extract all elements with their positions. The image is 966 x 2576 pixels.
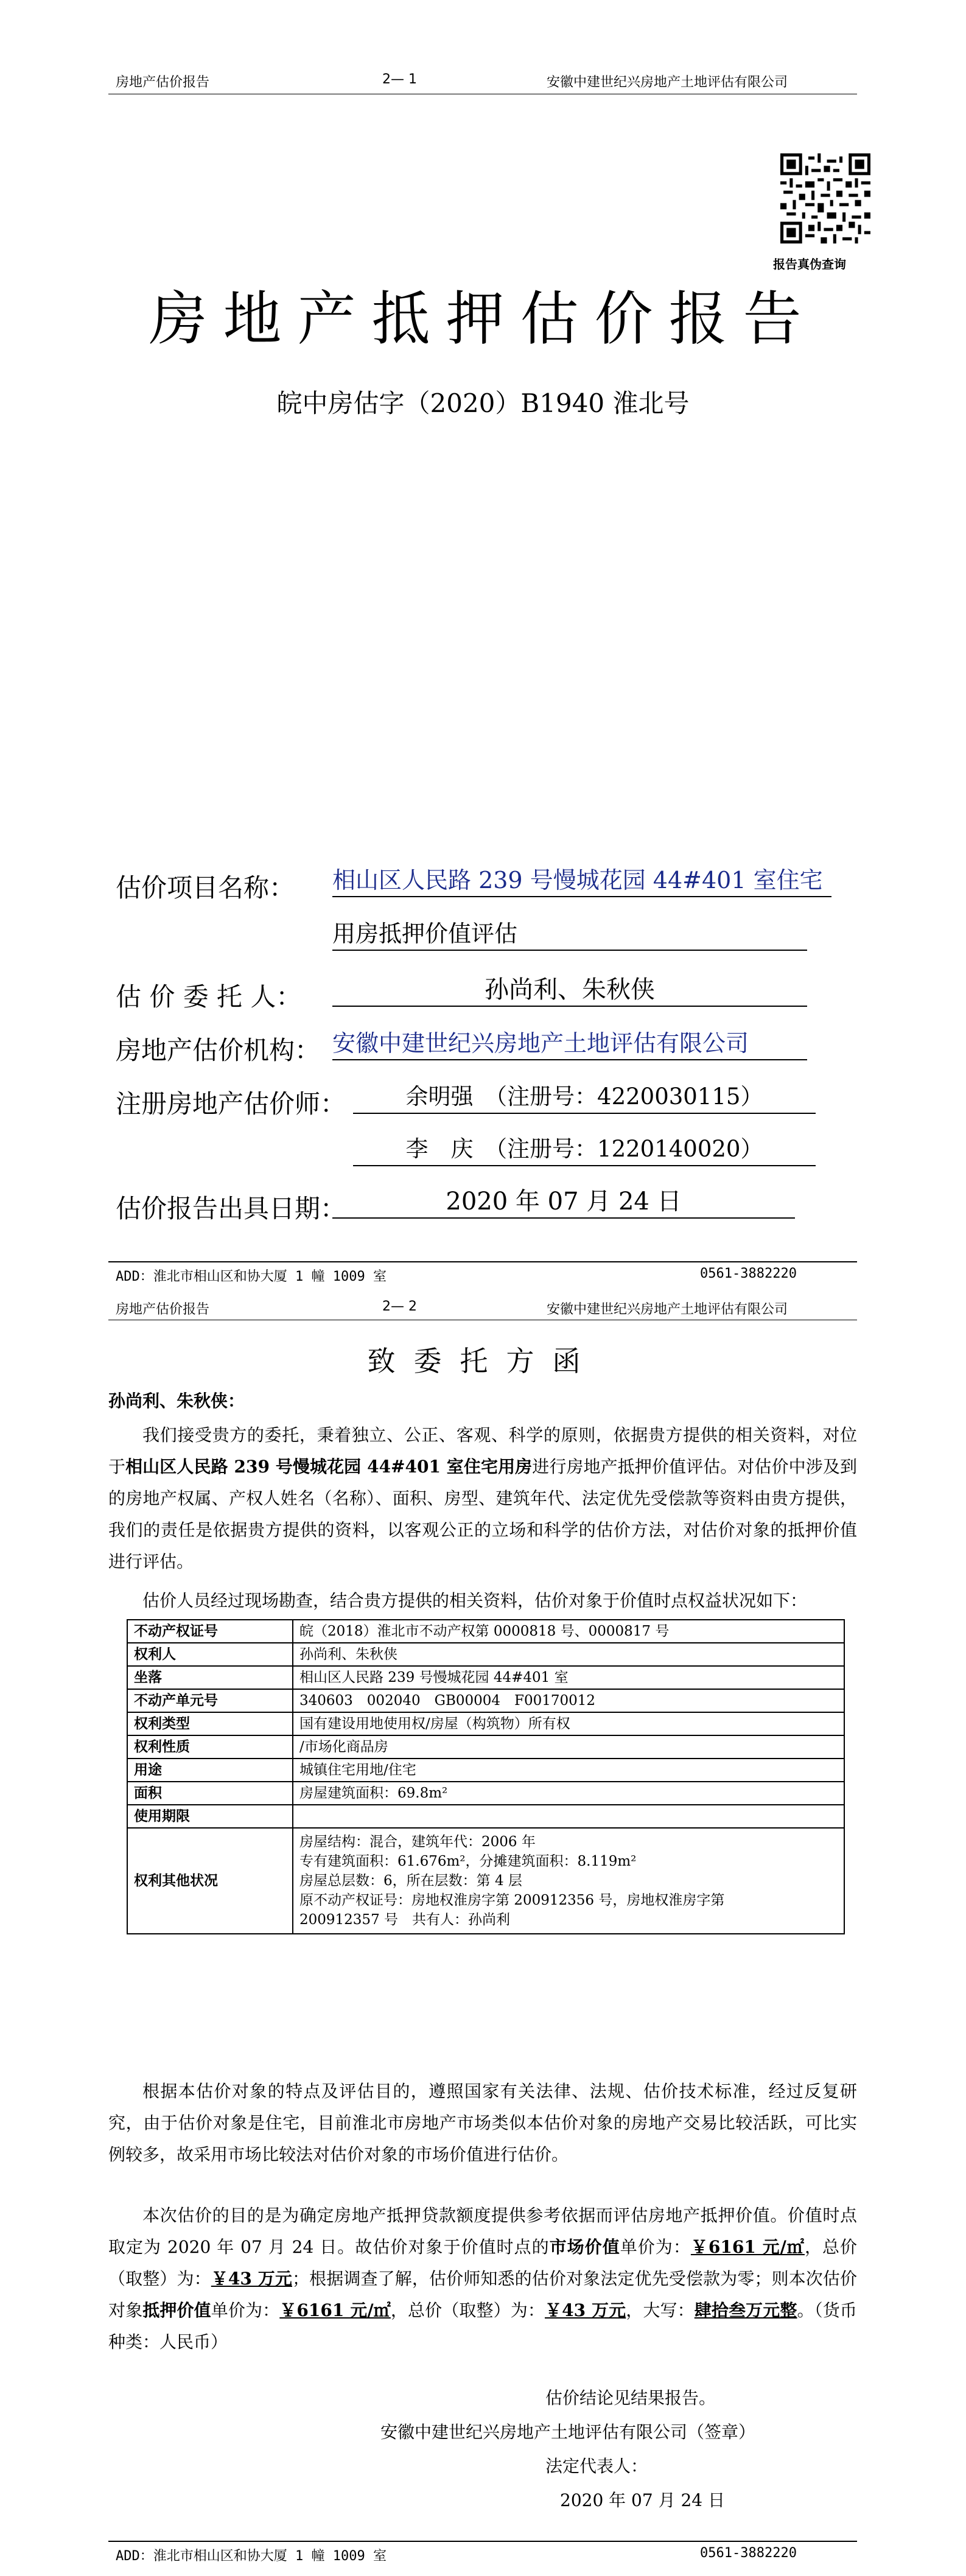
- p4-amount-in-words: 肆拾叁万元整: [694, 2300, 797, 2320]
- project-name-label: 估价项目名称：: [116, 873, 295, 903]
- rights-table-key: 坐落: [127, 1666, 293, 1689]
- closing-date: 2020 年 07 月 24 日: [560, 2490, 726, 2510]
- rights-table-value: 房屋建筑面积：69.8m²: [293, 1782, 844, 1805]
- rights-table-value: 孙尚利、朱秋侠: [293, 1643, 844, 1666]
- rights-table-value: 城镇住宅用地/住宅: [293, 1759, 844, 1782]
- report-title: 房地产抵押估价报告: [149, 285, 817, 353]
- rights-table-row: [127, 1782, 844, 1805]
- rights-table-key: 使用期限: [127, 1805, 293, 1828]
- p4-market-unit-price: ￥6161 元/㎡: [690, 2237, 805, 2257]
- rights-table-row: [127, 1712, 844, 1735]
- paragraph-1-property: 相山区人民路 239 号慢城花园 44#401 室住宅用房: [125, 1457, 533, 1477]
- rights-table-key: 权利人: [127, 1643, 293, 1666]
- page1-header-right: 安徽中建世纪兴房地产土地评估有限公司: [547, 75, 788, 90]
- p4-text-e: ；根据调查了解，估价师知悉的估价对象法定优先受偿款为零；则本次估价对象: [108, 2269, 857, 2320]
- agency-value: 安徽中建世纪兴房地产土地评估有限公司: [332, 1027, 807, 1060]
- document-number: 皖中房估字（2020）B1940 淮北号: [276, 388, 690, 418]
- rights-table-row: [127, 1805, 844, 1828]
- rights-table-key: 权利类型: [127, 1712, 293, 1735]
- rights-table-row: [127, 1735, 844, 1759]
- qr-code-icon[interactable]: [780, 153, 870, 243]
- p4-market-total: ￥43 万元: [211, 2269, 292, 2289]
- paragraph-3: 根据本估价对象的特点及评估目的，遵照国家有关法律、法规、估价技术标准，经过反复研究，由于估价对象是住宅，目前淮北市房地产市场类似本估价对象的房地产交易比较活跃，可比实例较多，故采用市场比较法对估价对象的市场价值进行估价。: [108, 2081, 857, 2165]
- p4-text-a: 本次估价的目的是为确定房地产抵押贷款额度提供参考依据而评估房地产抵押价值。价值时点取定为 2020 年 07 月 24 日。故估价对象于价值时点的: [108, 2205, 857, 2257]
- project-name-value-line2: 用房抵押价值评估: [332, 918, 807, 951]
- rights-table-other-value: [293, 1828, 844, 1934]
- rights-table-row: [127, 1689, 844, 1712]
- p4-text-h: ，大写：: [626, 2300, 695, 2320]
- page2-header-right: 安徽中建世纪兴房地产土地评估有限公司: [547, 1302, 788, 1317]
- appraiser-2: 李 庆 （注册号：1220140020）: [353, 1133, 816, 1166]
- paragraph-1-text-b: 进行房地产抵押价值评估。对估价中涉及到的房地产权属、产权人姓名（名称）、面积、房型、建筑年代、法定优先受偿款等资料由贵方提供，我们的责任是依据贵方提供的资料，以客观公正的立场和科学的估价方法，对估价对象的抵押价值进行评估。: [108, 1457, 857, 1572]
- client-value: 孙尚利、朱秋侠: [332, 974, 807, 1007]
- rights-table-row-other: [127, 1828, 844, 1934]
- p4-text-g: ，总价（取整）为：: [390, 2300, 545, 2320]
- letter-title: 致委托方函: [367, 1345, 599, 1377]
- rights-other-line: 房屋总层数：6，所在层数：第 4 层: [299, 1873, 522, 1889]
- rights-table-row: [127, 1643, 844, 1666]
- paragraph-4: [108, 2200, 857, 2358]
- rights-table-key: 不动产权证号: [127, 1620, 293, 1643]
- salutation: 孙尚利、朱秋侠：: [108, 1391, 245, 1411]
- rights-table-key: 权利其他状况: [127, 1828, 293, 1934]
- rights-other-line: 房屋结构：混合，建筑年代：2006 年: [299, 1834, 536, 1850]
- rights-table-key: 面积: [127, 1782, 293, 1805]
- paragraph-2: 估价人员经过现场勘查，结合贵方提供的相关资料，估价对象于价值时点权益状况如下：: [142, 1591, 808, 1611]
- p4-mortgage-value-label: 抵押价值: [142, 2300, 211, 2320]
- rights-table-value: /市场化商品房: [293, 1735, 844, 1759]
- rights-other-line: 原不动产权证号：房地权淮房字第 200912356 号，房地权淮房字第: [299, 1892, 725, 1908]
- closing-legal-rep: 法定代表人：: [545, 2456, 648, 2476]
- closing-company-seal: 安徽中建世纪兴房地产土地评估有限公司（签章）: [380, 2422, 756, 2442]
- page1-footer-address: ADD：淮北市相山区和协大厦 1 幢 1009 室: [116, 1269, 387, 1284]
- rights-table-key: 权利性质: [127, 1735, 293, 1759]
- rights-table: [127, 1619, 845, 1934]
- p4-market-value-label: 市场价值: [549, 2237, 620, 2257]
- report-date-label: 估价报告出具日期：: [116, 1194, 346, 1223]
- rights-table-value: 皖（2018）淮北市不动产权第 0000818 号、0000817 号: [293, 1620, 844, 1643]
- page2-footer-address: ADD：淮北市相山区和协大厦 1 幢 1009 室: [116, 2549, 387, 2564]
- qr-caption: 报告真伪查询: [773, 257, 846, 271]
- rights-table-value: 340603 002040 GB00004 F00170012: [293, 1689, 844, 1712]
- p4-text-f: 单价为：: [211, 2300, 280, 2320]
- p4-text-i: 。（货币种类：人民币）: [108, 2300, 857, 2352]
- p4-text-d: ，总价（取整）为：: [108, 2237, 857, 2289]
- report-date-value: 2020 年 07 月 24 日: [332, 1186, 795, 1219]
- rights-table-key: 用途: [127, 1759, 293, 1782]
- appraiser-label: 注册房地产估价师：: [116, 1089, 346, 1119]
- page2-header-left: 房地产估价报告: [116, 1302, 210, 1317]
- rights-table-value: 国有建设用地使用权/房屋（构筑物）所有权: [293, 1712, 844, 1735]
- rights-table-row: [127, 1620, 844, 1643]
- p4-mortgage-total: ￥43 万元: [545, 2300, 626, 2320]
- rights-table-value: 相山区人民路 239 号慢城花园 44#401 室: [293, 1666, 844, 1689]
- appraiser-1: 余明强 （注册号：4220030115）: [353, 1081, 816, 1114]
- p4-mortgage-unit-price: ￥6161 元/㎡: [279, 2300, 391, 2320]
- rights-other-line: 200912357 号 共有人：孙尚利: [299, 1912, 511, 1928]
- paragraph-1: [108, 1419, 857, 1578]
- client-label: 估 价 委 托 人：: [116, 982, 302, 1012]
- page1-header-left: 房地产估价报告: [116, 75, 210, 90]
- paragraph-1-text-a: 我们接受贵方的委托，秉着独立、公正、客观、科学的原则，依据贵方提供的相关资料，对位于: [108, 1425, 857, 1477]
- rights-table-row: [127, 1759, 844, 1782]
- agency-label: 房地产估价机构：: [116, 1035, 321, 1065]
- closing-conclusion: 估价结论见结果报告。: [545, 2388, 716, 2408]
- rights-other-line: 专有建筑面积：61.676m²，分摊建筑面积：8.119m²: [299, 1853, 637, 1869]
- project-name-value-line1: 相山区人民路 239 号慢城花园 44#401 室住宅: [332, 864, 831, 897]
- page1-header-page-number: 2— 1: [382, 72, 417, 87]
- page2-header-page-number: 2— 2: [382, 1299, 417, 1314]
- page1-footer-rule: [108, 1261, 857, 1262]
- page2-footer-rule: [108, 2541, 857, 2542]
- rights-table-key: 不动产单元号: [127, 1689, 293, 1712]
- p4-text-c: 单价为：: [620, 2237, 691, 2257]
- page2-footer-phone: 0561-3882220: [700, 2546, 797, 2561]
- page1-footer-phone: 0561-3882220: [700, 1266, 797, 1281]
- rights-table-row: [127, 1666, 844, 1689]
- rights-table-value: [293, 1805, 844, 1828]
